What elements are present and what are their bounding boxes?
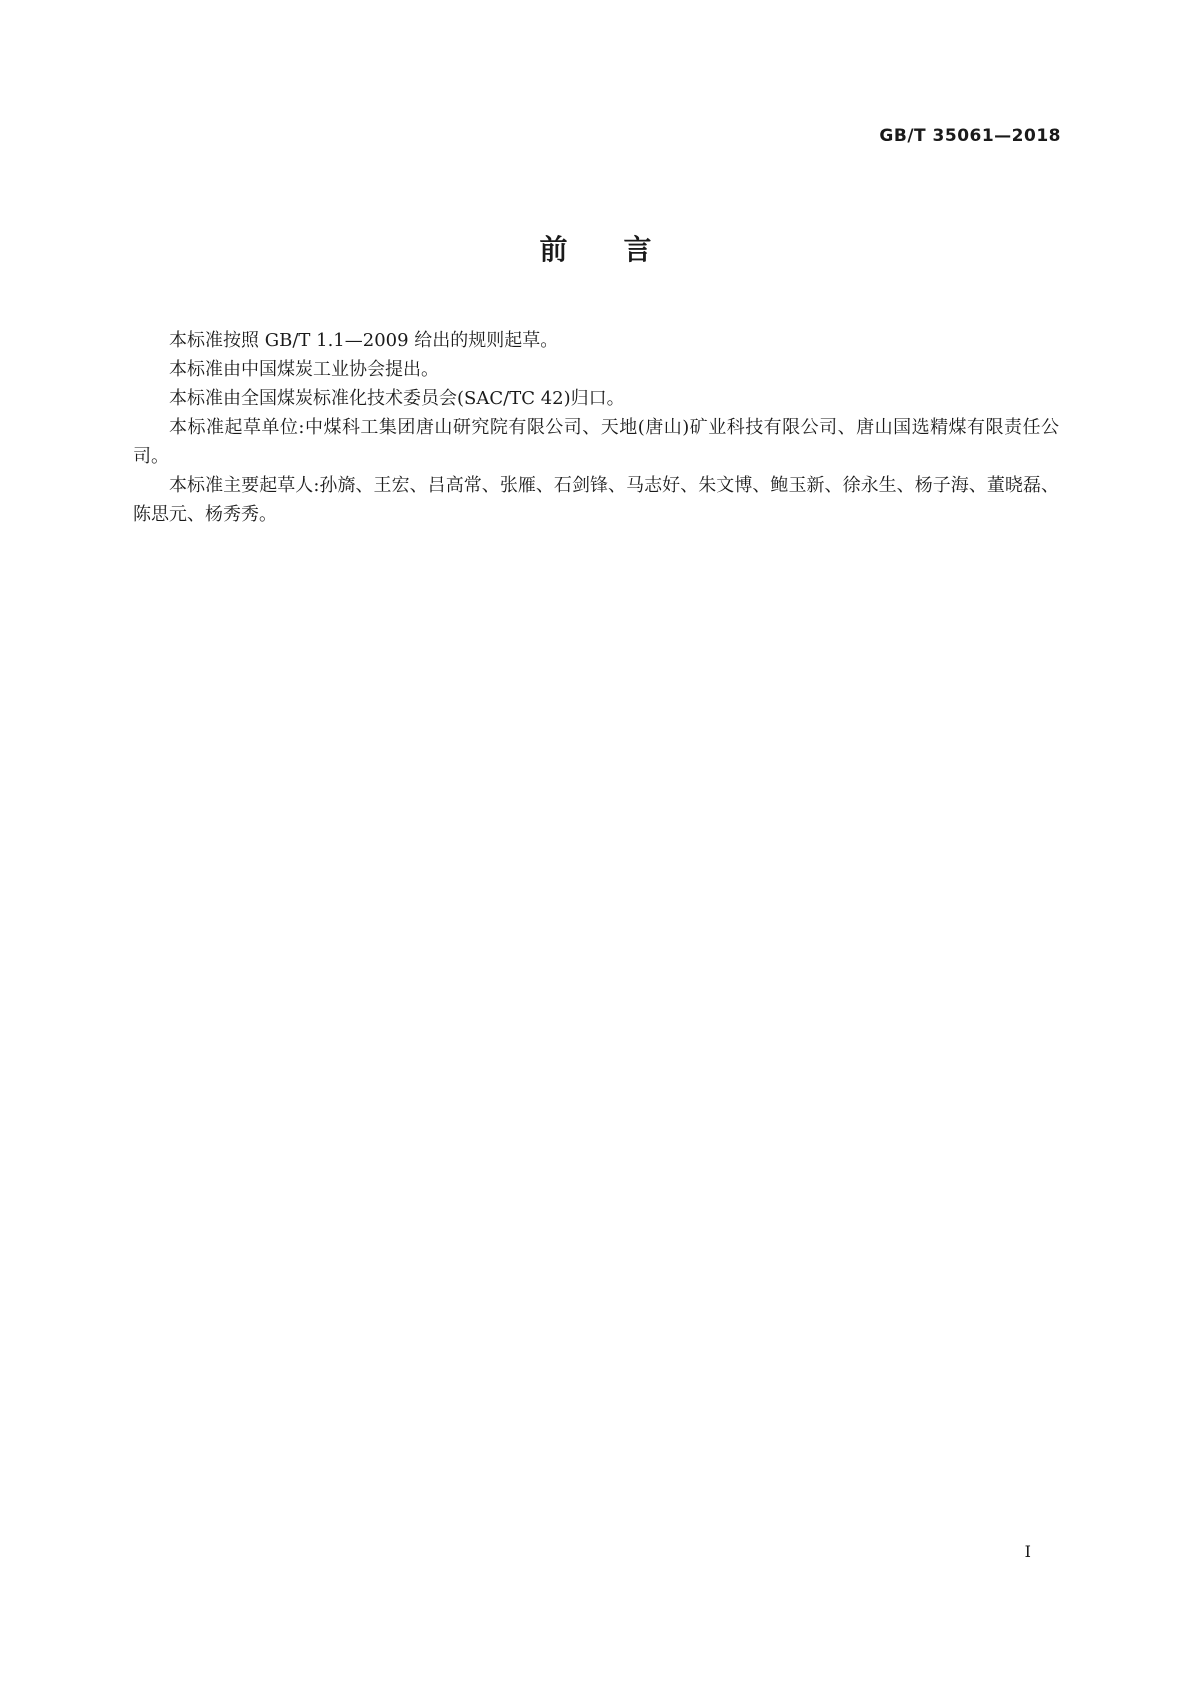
paragraph-drafting-units: 本标准起草单位:中煤科工集团唐山研究院有限公司、天地(唐山)矿业科技有限公司、唐山国选精煤有限责任公司。 xyxy=(133,417,1059,467)
standard-code: GB/T 35061—2018 xyxy=(879,126,1061,146)
foreword-body xyxy=(133,326,1059,529)
page-title: 前言 xyxy=(539,233,708,266)
paragraph-committee: 本标准由全国煤炭标准化技术委员会(SAC/TC 42)归口。 xyxy=(169,388,625,409)
paragraph-drafting-rules: 本标准按照 GB/T 1.1—2009 给出的规则起草。 xyxy=(169,330,559,351)
paragraph-proposer: 本标准由中国煤炭工业协会提出。 xyxy=(169,359,439,380)
page-number: I xyxy=(1024,1542,1031,1561)
paragraph-drafters: 本标准主要起草人:孙旖、王宏、吕高常、张雁、石剑锋、马志好、朱文博、鲍玉新、徐永生、杨子海、董晓磊、陈思元、杨秀秀。 xyxy=(133,475,1059,525)
